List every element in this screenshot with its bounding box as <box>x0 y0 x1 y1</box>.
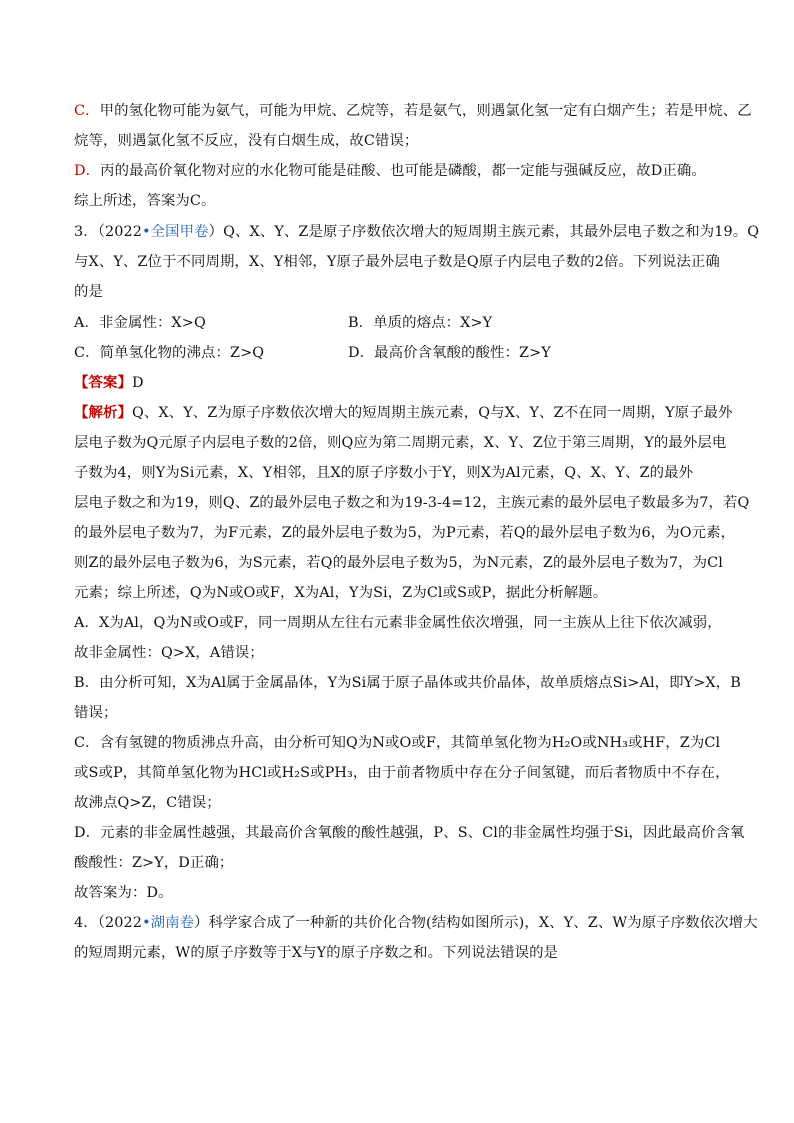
q3-stem-line3: 的是 <box>74 284 103 300</box>
q3-conclusion: 故答案为：D。 <box>74 885 173 901</box>
text: 甲的氢化物可能为氨气，可能为甲烷、乙烷等，若是氨气，则遇氯化氢一定有白烟产生；若是甲烷、乙 <box>99 103 752 119</box>
q3-options-row1 <box>74 313 728 333</box>
q3-answer <box>74 373 144 393</box>
q3-analysis-line3: 子数为4，则Y为Si元素，X、Y相邻，且X的原子序数小于Y，则X为Al元素，Q、X、Y、Z的最外 <box>74 465 694 481</box>
q3-c-line1: C．含有氢键的物质沸点升高，由分析可知Q为N或O或F，其简单氢化物为H₂O或NH₃或HF，Z为Cl <box>74 735 721 751</box>
q4-stem-line2: 的短周期元素，W的原子序数等于X与Y的原子序数之和。下列说法错误的是 <box>74 945 559 961</box>
q3-analysis-line1 <box>74 403 733 423</box>
answer-value: D <box>131 375 144 391</box>
q3-b-line2: 错误； <box>74 705 118 721</box>
q3-options-row2 <box>74 343 728 363</box>
text: ）Q、X、Y、Z是原子序数依次增大的短周期主族元素，其最外层电子数之和为19。Q <box>208 224 760 240</box>
q3-option-d: D．最高价含氧酸的酸性：Z>Y <box>348 345 551 361</box>
answer-tag: 【答案】 <box>74 374 132 391</box>
text: Q、X、Y、Z为原子序数依次增大的短周期主族元素，Q与X、Y、Z不在同一周期，Y原子最外 <box>131 405 733 421</box>
q3-c-line3: 故沸点Q>Z，C错误； <box>74 795 221 811</box>
analysis-tag: 【解析】 <box>74 404 132 421</box>
question-number: 4．（2022 <box>74 915 143 931</box>
prev-summary: 综上所述，答案为C。 <box>74 193 216 209</box>
q3-d-line2: 酸酸性：Z>Y，D正确； <box>74 855 234 871</box>
question-number: 3．（2022 <box>74 224 143 240</box>
prev-option-c-line2: 烷等，则遇氯化氢不反应，没有白烟生成，故C错误； <box>74 133 419 149</box>
q3-d-line1: D．元素的非金属性越强，其最高价含氧酸的酸性越强，P、S、Cl的非金属性均强于Si，因此最高价含氧 <box>74 825 745 841</box>
q3-analysis-line7: 元素；综上所述，Q为N或O或F，X为Al，Y为Si，Z为Cl或S或P，据此分析解题。 <box>74 585 608 601</box>
prev-option-d-line <box>74 161 706 181</box>
q3-analysis-line4: 层电子数之和为19，则Q、Z的最外层电子数之和为19-3-4=12，主族元素的最外层电子数最多为7，若Q <box>74 495 750 511</box>
question-source: •湖南卷 <box>142 915 195 931</box>
option-label: D． <box>74 163 101 179</box>
q3-stem-line1 <box>74 222 759 242</box>
q3-b-line1: B．由分析可知，X为Al属于金属晶体，Y为Si属于原子晶体或共价晶体，故单质熔点Si>Al，即Y>X，B <box>74 675 741 691</box>
prev-option-c-line1 <box>74 101 752 121</box>
q3-analysis-line6: 则Z的最外层电子数为6，为S元素，若Q的最外层电子数为5，为N元素，Z的最外层电子数为7，为Cl <box>74 555 723 571</box>
question-source: •全国甲卷 <box>142 224 209 240</box>
q3-option-c: C．简单氢化物的沸点：Z>Q <box>74 345 265 361</box>
q3-c-line2: 或S或P，其简单氢化物为HCl或H₂S或PH₃，由于前者物质中存在分子间氢键，而后者物质中不存在， <box>74 765 730 781</box>
q3-a-line2: 故非金属性：Q>X，A错误； <box>74 645 264 661</box>
text: ）科学家合成了一种新的共价化合物(结构如图所示)，X、Y、Z、W为原子序数依次增大 <box>194 915 758 931</box>
q3-option-b: B．单质的熔点：X>Y <box>348 315 493 331</box>
q3-a-line1: A．X为Al，Q为N或O或F，同一周期从左往右元素非金属性依次增强，同一主族从上往下依次减弱， <box>74 615 722 631</box>
text: 丙的最高价氧化物对应的水化物可能是硅酸、也可能是磷酸，都一定能与强碱反应，故D正确。 <box>100 163 706 179</box>
option-label: C． <box>74 103 100 119</box>
q3-stem-line2: 与X、Y、Z位于不同周期，X、Y相邻，Y原子最外层电子数是Q原子内层电子数的2倍。下列说法正确 <box>74 254 720 270</box>
q4-stem-line1 <box>74 913 758 933</box>
q3-option-a: A．非金属性：X>Q <box>74 315 206 331</box>
q3-analysis-line5: 的最外层电子数为7，为F元素，Z的最外层电子数为5，为P元素，若Q的最外层电子数为6，为O元素， <box>74 525 736 541</box>
q3-analysis-line2: 层电子数为Q元原子内层电子数的2倍，则Q应为第二周期元素，X、Y、Z位于第三周期，Y的最外层电 <box>74 435 727 451</box>
